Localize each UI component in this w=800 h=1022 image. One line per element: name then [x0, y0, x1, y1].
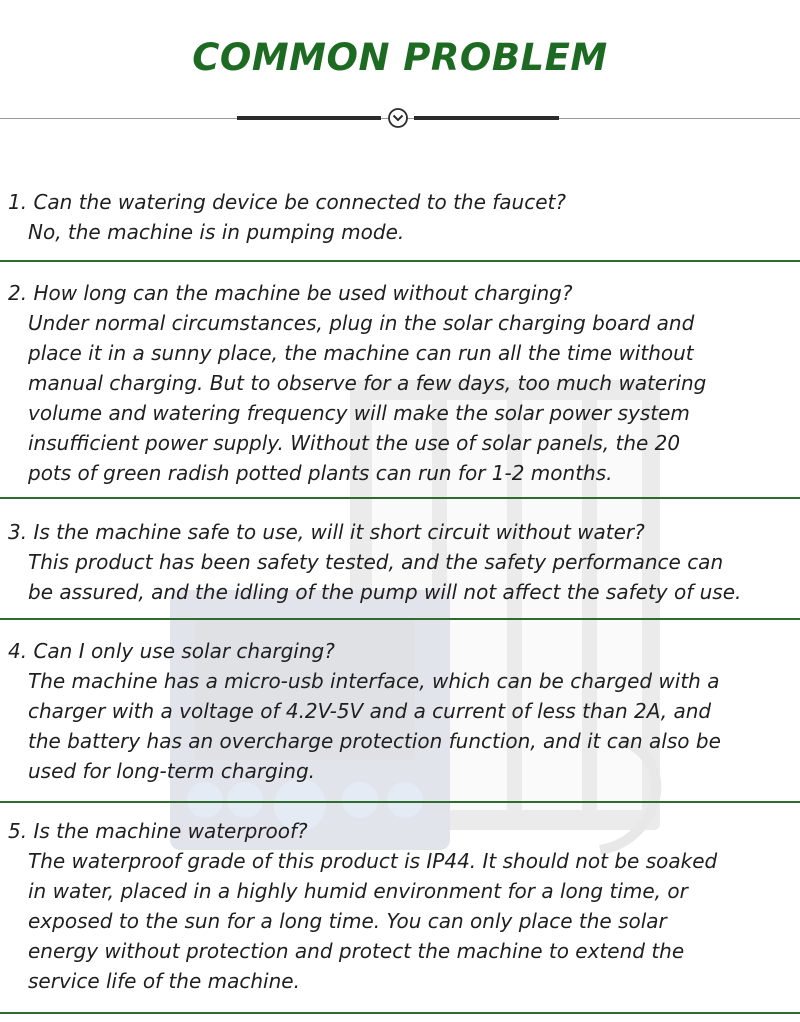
faq-separator [0, 260, 800, 262]
faq-answer: Under normal circumstances, plug in the solar charging board and place it in a sunny place, the machine can run all the time without manual charging. But to observe for a few days, too much watering volume and watering frequency will make the solar power system insufficient power supply. Without the use of solar panels, the 20 pots of green radish potted plants can run for 1-2 months. [28, 311, 707, 485]
faq-item-2 [0, 278, 800, 488]
faq-item-3 [0, 517, 800, 607]
page-title: COMMON PROBLEM [192, 36, 608, 79]
faq-answer: The machine has a micro-usb interface, which can be charged with a charger with a voltage of 4.2V-5V and a current of less than 2A, and the battery has an overcharge protection function, and it can also be used for long-term charging. [28, 669, 721, 783]
faq-item-1 [0, 187, 800, 247]
faq-answer: The waterproof grade of this product is IP44. It should not be soaked in water, placed in a highly humid environment for a long time, or exposed to the sun for a long time. You can only place the solar energy without protection and protect the machine to extend the service life of the machine. [28, 849, 718, 993]
ornament-bar-left [237, 116, 381, 120]
faq-question: 5. Is the machine waterproof? [8, 819, 308, 843]
faq-question: 1. Can the watering device be connected to the faucet? [8, 190, 566, 214]
faq-separator [0, 497, 800, 499]
faq-item-5 [0, 816, 800, 996]
faq-separator [0, 618, 800, 620]
ornament-bar-right [414, 116, 559, 120]
faq-separator [0, 801, 800, 803]
faq-answer: This product has been safety tested, and the safety performance can be assured, and the idling of the pump will not affect the safety of use. [28, 550, 742, 604]
faq-answer: No, the machine is in pumping mode. [28, 220, 405, 244]
faq-item-4 [0, 636, 800, 786]
faq-question: 2. How long can the machine be used without charging? [8, 281, 573, 305]
faq-question: 4. Can I only use solar charging? [8, 639, 335, 663]
faq-question: 3. Is the machine safe to use, will it short circuit without water? [8, 520, 645, 544]
faq-separator [0, 1012, 800, 1014]
chevron-down-circle-icon [387, 107, 409, 129]
